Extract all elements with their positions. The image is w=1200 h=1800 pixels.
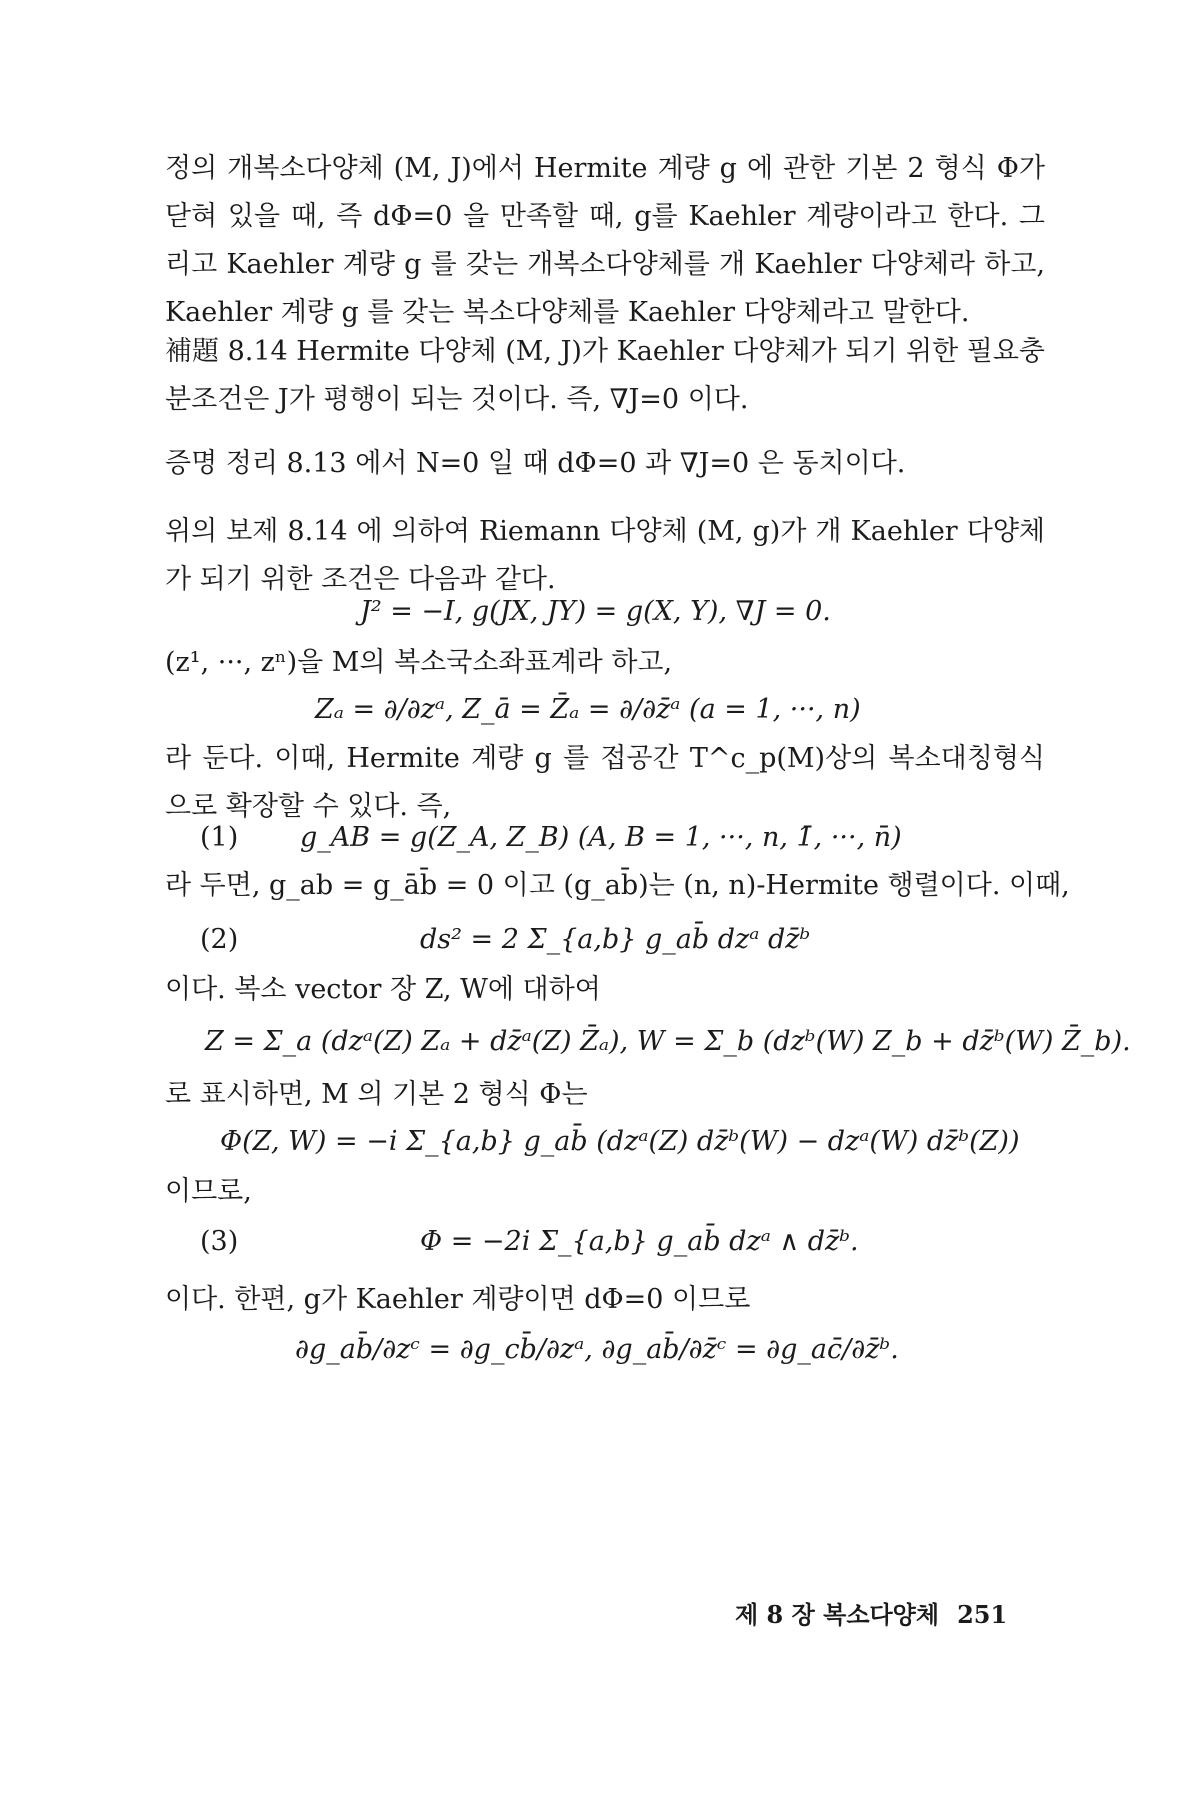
metric-components-equation: g_AB = g(Z_A, Z_B) (A, B = 1, ···, n, 1̄, ···, n̄) [300,822,902,853]
basic-form-line: 로 표시하면, M 의 기본 2 형식 Φ는 [165,1079,588,1110]
extension-paragraph: 라 둔다. 이때, Hermite 계량 g 를 접공간 T^c_p(M)상의 복소대칭형식으로 확장할 수 있다. 즉, [165,743,1045,822]
kaehler-form-equation: Φ = −2i Σ_{a,b} g_ab̄ dzᵃ ∧ dz̄ᵇ. [420,1226,859,1257]
equation-number-1: (1) [200,822,239,853]
vector-decomposition-equation: Z = Σ_a (dzᵃ(Z) Zₐ + dz̄ᵃ(Z) Z̄ₐ), W = Σ_b (dzᵇ(W) Z_b + dz̄ᵇ(W) Z̄_b). [205,1026,1131,1057]
hermite-matrix-line: 라 두면, g_ab = g_āb̄ = 0 이고 (g_ab̄)는 (n, n)-Hermite 행렬이다. 이때, [165,870,1070,901]
conclusion-line: 이다. 한편, g가 Kaehler 계량이면 dΦ=0 이므로 [165,1284,751,1315]
coordinates-line: (z¹, ···, zⁿ)을 M의 복소국소좌표계라 하고, [165,647,673,678]
page-footer [735,1595,1007,1630]
fundamental-form-equation: Φ(Z, W) = −i Σ_{a,b} g_ab̄ (dzᵃ(Z) dz̄ᵇ(W) − dzᵃ(W) dz̄ᵇ(Z)) [220,1126,1020,1157]
remark-paragraph: 위의 보제 8.14 에 의하여 Riemann 다양체 (M, g)가 개 Kaehler 다양체가 되기 위한 조건은 다음과 같다. [165,516,1045,595]
page-number: 251 [957,1600,1008,1629]
proof-paragraph: 증명 정리 8.13 에서 N=0 일 때 dΦ=0 과 ∇J=0 은 동치이다. [165,448,906,479]
line-element-equation: ds² = 2 Σ_{a,b} g_ab̄ dzᵃ dz̄ᵇ [420,924,811,955]
conditions-equation: J² = −I, g(JX, JY) = g(X, Y), ∇J = 0. [360,596,831,627]
vector-field-line: 이다. 복소 vector 장 Z, W에 대하여 [165,974,601,1005]
therefore-line: 이므로, [165,1176,252,1207]
definition-paragraph: 정의 개복소다양체 (M, J)에서 Hermite 계량 g 에 관한 기본 2 형식 Φ가 닫혀 있을 때, 즉 dΦ=0 을 만족할 때, g를 Kaehler 계량이라고 한다. 그리고 Kaehler 계량 g 를 갖는 개복소다양체를 개 Kaehler 다양체라 하고, Kaehler 계량 g 를 갖는 복소다양체를 Kaehler 다양체라고 말한다. [165,153,1045,328]
equation-number-2: (2) [200,924,239,955]
closedness-condition-equation: ∂g_ab̄/∂zᶜ = ∂g_cb̄/∂zᵃ, ∂g_ab̄/∂z̄ᶜ = ∂g_ac̄/∂z̄ᵇ. [295,1334,899,1365]
equation-number-3: (3) [200,1226,239,1257]
chapter-title: 제 8 장 복소다양체 [735,1600,940,1629]
basis-vectors-equation: Zₐ = ∂/∂zᵃ, Z_ā = Z̄ₐ = ∂/∂z̄ᵃ (a = 1, ···, n) [315,694,861,725]
lemma-paragraph: 補題 8.14 Hermite 다양체 (M, J)가 Kaehler 다양체가 되기 위한 필요충분조건은 J가 평행이 되는 것이다. 즉, ∇J=0 이다. [165,336,1045,415]
